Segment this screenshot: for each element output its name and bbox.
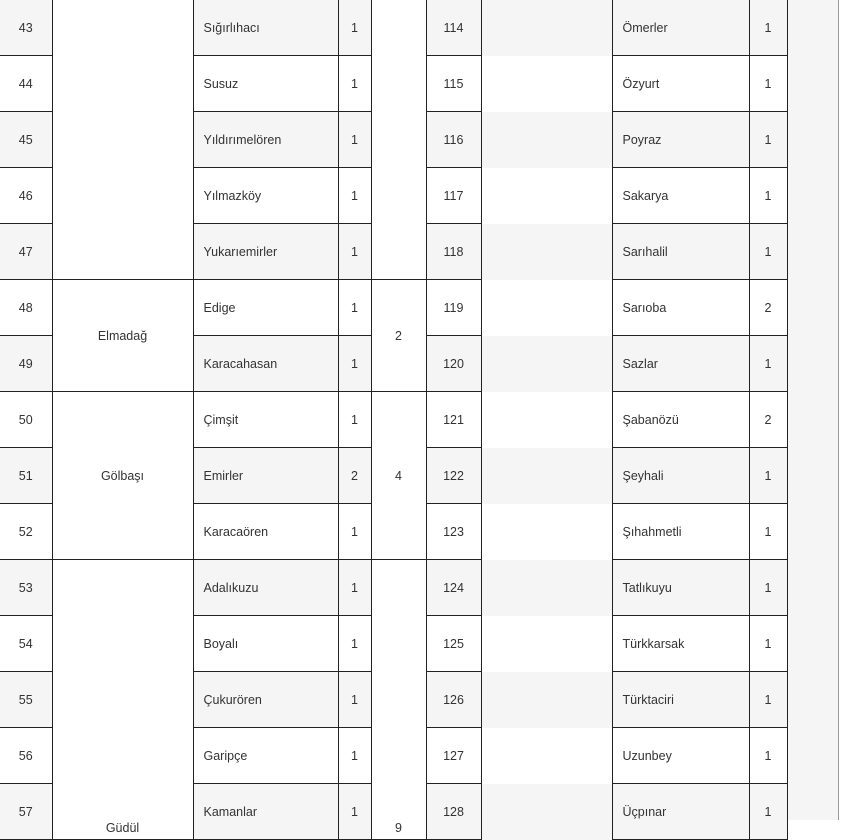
district-cell xyxy=(52,56,193,112)
village-count-2: 2 xyxy=(749,280,787,336)
village-name: Çimşit xyxy=(193,392,338,448)
village-name: Karacaören xyxy=(193,504,338,560)
village-count-2: 1 xyxy=(749,560,787,616)
right-border-line xyxy=(838,0,839,820)
village-name: Karacahasan xyxy=(193,336,338,392)
district-total xyxy=(371,112,426,168)
district-cell xyxy=(52,0,193,56)
empty-district-cell xyxy=(481,672,612,728)
village-count: 1 xyxy=(338,784,371,840)
village-name: Kamanlar xyxy=(193,784,338,840)
row-number-2: 122 xyxy=(426,448,481,504)
empty-district-cell xyxy=(481,336,612,392)
village-count: 1 xyxy=(338,728,371,784)
table-row xyxy=(0,280,787,336)
village-count-2: 1 xyxy=(749,448,787,504)
village-name-2: Şıhahmetli xyxy=(612,504,749,560)
village-count: 1 xyxy=(338,336,371,392)
district-total: 9 xyxy=(371,560,426,840)
district-total: 4 xyxy=(371,392,426,560)
village-name-2: Ömerler xyxy=(612,0,749,56)
row-number-2: 117 xyxy=(426,168,481,224)
row-number: 50 xyxy=(0,392,52,448)
village-count: 1 xyxy=(338,504,371,560)
district-cell xyxy=(52,112,193,168)
district-cell xyxy=(52,224,193,280)
village-name-2: Sakarya xyxy=(612,168,749,224)
row-number: 49 xyxy=(0,336,52,392)
village-name-2: Şeyhali xyxy=(612,448,749,504)
village-count: 1 xyxy=(338,392,371,448)
row-number-2: 124 xyxy=(426,560,481,616)
empty-district-cell xyxy=(481,560,612,616)
row-number-2: 127 xyxy=(426,728,481,784)
district-name: Gölbaşı xyxy=(52,392,193,560)
row-number: 56 xyxy=(0,728,52,784)
village-count-2: 1 xyxy=(749,112,787,168)
village-count: 1 xyxy=(338,56,371,112)
district-cell xyxy=(52,168,193,224)
village-name-2: Özyurt xyxy=(612,56,749,112)
district-total xyxy=(371,224,426,280)
row-number: 44 xyxy=(0,56,52,112)
empty-district-cell xyxy=(481,56,612,112)
empty-district-cell xyxy=(481,448,612,504)
table-row xyxy=(0,56,787,112)
village-count: 1 xyxy=(338,168,371,224)
village-count-2: 1 xyxy=(749,616,787,672)
row-number-2: 123 xyxy=(426,504,481,560)
empty-district-cell xyxy=(481,168,612,224)
row-number: 45 xyxy=(0,112,52,168)
village-name-2: Tatlıkuyu xyxy=(612,560,749,616)
empty-district-cell xyxy=(481,616,612,672)
village-name: Edige xyxy=(193,280,338,336)
row-number: 53 xyxy=(0,560,52,616)
row-number: 54 xyxy=(0,616,52,672)
table-row xyxy=(0,0,787,56)
village-count-2: 1 xyxy=(749,784,787,840)
village-name: Emirler xyxy=(193,448,338,504)
village-count-2: 1 xyxy=(749,56,787,112)
empty-district-cell xyxy=(481,224,612,280)
village-count-2: 1 xyxy=(749,336,787,392)
village-count: 2 xyxy=(338,448,371,504)
village-count: 1 xyxy=(338,672,371,728)
village-name: Susuz xyxy=(193,56,338,112)
table-row xyxy=(0,560,787,616)
village-name-2: Türktaciri xyxy=(612,672,749,728)
empty-district-cell xyxy=(481,784,612,840)
village-name-2: Türkkarsak xyxy=(612,616,749,672)
row-number-2: 114 xyxy=(426,0,481,56)
village-name: Sığırlıhacı xyxy=(193,0,338,56)
district-total xyxy=(371,0,426,56)
village-name-2: Sazlar xyxy=(612,336,749,392)
village-name: Yukarıemirler xyxy=(193,224,338,280)
village-count: 1 xyxy=(338,560,371,616)
row-number-2: 116 xyxy=(426,112,481,168)
row-number-2: 119 xyxy=(426,280,481,336)
row-number: 43 xyxy=(0,0,52,56)
village-name-2: Şabanözü xyxy=(612,392,749,448)
village-count: 1 xyxy=(338,280,371,336)
row-number: 55 xyxy=(0,672,52,728)
table-row xyxy=(0,168,787,224)
district-total xyxy=(371,56,426,112)
empty-district-cell xyxy=(481,112,612,168)
empty-district-cell xyxy=(481,0,612,56)
row-number-2: 125 xyxy=(426,616,481,672)
village-name: Yılmazköy xyxy=(193,168,338,224)
village-count-2: 1 xyxy=(749,504,787,560)
village-name-2: Poyraz xyxy=(612,112,749,168)
row-number-2: 115 xyxy=(426,56,481,112)
row-number-2: 118 xyxy=(426,224,481,280)
row-number: 46 xyxy=(0,168,52,224)
empty-district-cell xyxy=(481,504,612,560)
empty-district-cell xyxy=(481,280,612,336)
row-number-2: 120 xyxy=(426,336,481,392)
right-gutter xyxy=(786,0,838,820)
village-count: 1 xyxy=(338,0,371,56)
row-number-2: 121 xyxy=(426,392,481,448)
row-number: 52 xyxy=(0,504,52,560)
village-name-2: Üçpınar xyxy=(612,784,749,840)
village-count-2: 1 xyxy=(749,168,787,224)
village-count-2: 1 xyxy=(749,672,787,728)
empty-district-cell xyxy=(481,728,612,784)
row-number: 47 xyxy=(0,224,52,280)
village-count-2: 1 xyxy=(749,728,787,784)
village-name-2: Sarıhalil xyxy=(612,224,749,280)
district-total: 2 xyxy=(371,280,426,392)
village-name: Boyalı xyxy=(193,616,338,672)
village-count: 1 xyxy=(338,112,371,168)
row-number-2: 128 xyxy=(426,784,481,840)
row-number-2: 126 xyxy=(426,672,481,728)
village-count-2: 2 xyxy=(749,392,787,448)
district-name: Elmadağ xyxy=(52,280,193,392)
village-name: Çukurören xyxy=(193,672,338,728)
row-number: 51 xyxy=(0,448,52,504)
village-name-2: Sarıoba xyxy=(612,280,749,336)
village-name: Garipçe xyxy=(193,728,338,784)
table-row xyxy=(0,392,787,448)
village-name: Yıldırımelören xyxy=(193,112,338,168)
village-name-2: Uzunbey xyxy=(612,728,749,784)
village-name: Adalıkuzu xyxy=(193,560,338,616)
table-row xyxy=(0,224,787,280)
empty-district-cell xyxy=(481,392,612,448)
row-number: 48 xyxy=(0,280,52,336)
row-number: 57 xyxy=(0,784,52,840)
village-count-2: 1 xyxy=(749,224,787,280)
village-count: 1 xyxy=(338,224,371,280)
table-row xyxy=(0,112,787,168)
village-count: 1 xyxy=(338,616,371,672)
district-name: Güdül xyxy=(52,560,193,840)
village-count-2: 1 xyxy=(749,0,787,56)
district-total xyxy=(371,168,426,224)
